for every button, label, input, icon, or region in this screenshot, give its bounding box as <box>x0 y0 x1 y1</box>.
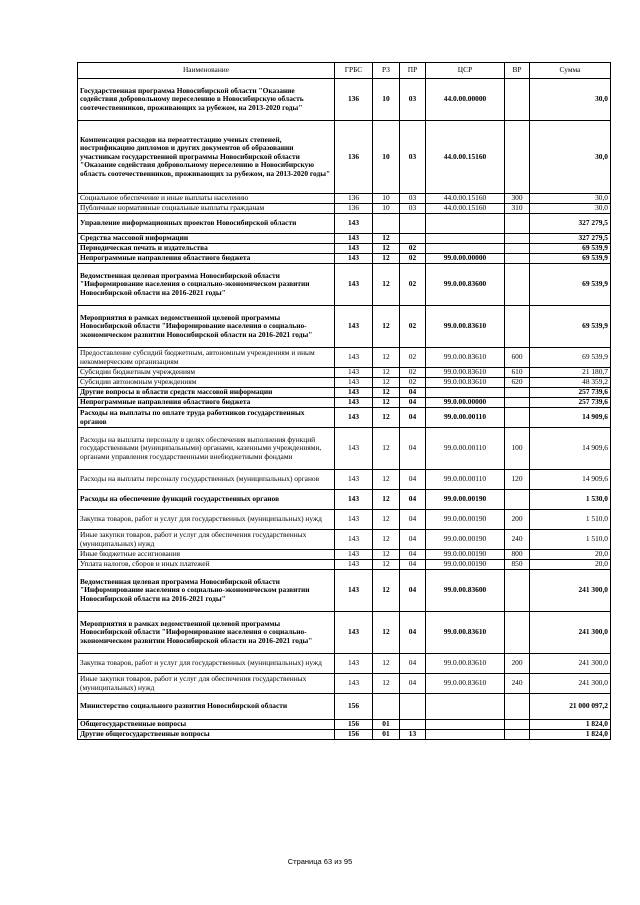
cell-csr: 99.0.00.00190 <box>426 490 505 510</box>
cell-rz: 10 <box>373 121 400 194</box>
table-row <box>78 306 611 348</box>
cell-grbs: 143 <box>335 510 373 530</box>
cell-vr <box>505 408 530 428</box>
cell-pr: 04 <box>400 654 426 674</box>
cell-grbs: 143 <box>335 398 373 408</box>
cell-grbs: 143 <box>335 254 373 264</box>
cell-name: Публичные нормативные социальные выплаты гражданам <box>78 204 335 214</box>
cell-pr: 04 <box>400 428 426 470</box>
cell-csr: 99.0.00.83610 <box>426 654 505 674</box>
cell-pr: 03 <box>400 204 426 214</box>
cell-pr: 04 <box>400 612 426 654</box>
table-row <box>78 612 611 654</box>
cell-vr <box>505 720 530 730</box>
cell-sum: 1 510,0 <box>530 530 611 550</box>
cell-pr: 03 <box>400 79 426 121</box>
cell-sum: 14 909,6 <box>530 408 611 428</box>
cell-name: Иные закупки товаров, работ и услуг для обеспечения государственных (муниципальных) нужд <box>78 530 335 550</box>
cell-csr: 99.0.00.00110 <box>426 470 505 490</box>
cell-sum: 14 909,6 <box>530 470 611 490</box>
cell-pr: 02 <box>400 348 426 368</box>
cell-vr: 800 <box>505 550 530 560</box>
table-row <box>78 368 611 378</box>
cell-vr <box>505 612 530 654</box>
cell-grbs: 143 <box>335 234 373 244</box>
cell-pr: 02 <box>400 368 426 378</box>
table-row <box>78 214 611 234</box>
cell-csr: 44.0.00.00000 <box>426 79 505 121</box>
cell-sum: 30,0 <box>530 204 611 214</box>
cell-rz: 12 <box>373 470 400 490</box>
cell-pr: 04 <box>400 490 426 510</box>
cell-grbs: 143 <box>335 368 373 378</box>
cell-vr: 610 <box>505 368 530 378</box>
cell-sum: 30,0 <box>530 194 611 204</box>
cell-name: Расходы на обеспечение функций государственных органов <box>78 490 335 510</box>
cell-csr <box>426 244 505 254</box>
cell-rz: 12 <box>373 368 400 378</box>
cell-name: Иные закупки товаров, работ и услуг для обеспечения государственных (муниципальных) нужд <box>78 674 335 694</box>
cell-sum: 69 539,9 <box>530 244 611 254</box>
cell-sum: 21 180,7 <box>530 368 611 378</box>
cell-csr: 99.0.00.83610 <box>426 674 505 694</box>
cell-csr: 44.0.00.15160 <box>426 121 505 194</box>
cell-sum: 48 359,2 <box>530 378 611 388</box>
cell-sum: 69 539,9 <box>530 306 611 348</box>
cell-name: Уплата налогов, сборов и иных платежей <box>78 560 335 570</box>
cell-grbs: 143 <box>335 348 373 368</box>
cell-sum: 69 539,9 <box>530 254 611 264</box>
cell-grbs: 143 <box>335 530 373 550</box>
table-row <box>78 388 611 398</box>
cell-rz: 12 <box>373 244 400 254</box>
cell-grbs: 143 <box>335 378 373 388</box>
cell-name: Другие общегосударственные вопросы <box>78 730 335 740</box>
cell-pr <box>400 720 426 730</box>
cell-grbs: 143 <box>335 388 373 398</box>
cell-grbs: 143 <box>335 408 373 428</box>
cell-rz: 12 <box>373 612 400 654</box>
cell-sum: 1 530,0 <box>530 490 611 510</box>
cell-vr <box>505 121 530 194</box>
cell-sum: 69 539,9 <box>530 348 611 368</box>
table-row <box>78 674 611 694</box>
cell-vr <box>505 254 530 264</box>
cell-csr: 44.0.00.15160 <box>426 194 505 204</box>
cell-csr: 99.0.00.83600 <box>426 264 505 306</box>
cell-grbs: 143 <box>335 264 373 306</box>
cell-rz <box>373 214 400 234</box>
cell-vr <box>505 214 530 234</box>
cell-csr: 99.0.00.83610 <box>426 306 505 348</box>
cell-grbs: 143 <box>335 612 373 654</box>
header-sum: Сумма <box>530 63 611 79</box>
cell-pr: 03 <box>400 121 426 194</box>
cell-name: Расходы на выплаты по оплате труда работников государственных органов <box>78 408 335 428</box>
cell-name: Субсидии автономным учреждениям <box>78 378 335 388</box>
cell-sum: 257 739,6 <box>530 398 611 408</box>
table-row <box>78 194 611 204</box>
table-row <box>78 408 611 428</box>
table-row <box>78 490 611 510</box>
cell-vr <box>505 398 530 408</box>
cell-name: Другие вопросы в области средств массовой информации <box>78 388 335 398</box>
cell-pr: 04 <box>400 530 426 550</box>
table-row <box>78 720 611 730</box>
cell-sum: 21 000 097,2 <box>530 694 611 720</box>
cell-rz: 01 <box>373 720 400 730</box>
cell-csr: 99.0.00.00190 <box>426 510 505 530</box>
budget-table <box>77 62 611 740</box>
cell-sum: 14 909,6 <box>530 428 611 470</box>
cell-pr: 03 <box>400 194 426 204</box>
cell-rz: 12 <box>373 234 400 244</box>
table-row <box>78 654 611 674</box>
cell-pr: 04 <box>400 470 426 490</box>
cell-sum: 69 539,9 <box>530 264 611 306</box>
cell-csr: 99.0.00.83610 <box>426 348 505 368</box>
cell-vr: 120 <box>505 470 530 490</box>
table-row <box>78 530 611 550</box>
cell-vr <box>505 730 530 740</box>
cell-name: Расходы на выплаты персоналу государственных (муниципальных) органов <box>78 470 335 490</box>
table-row <box>78 121 611 194</box>
cell-rz: 12 <box>373 398 400 408</box>
cell-vr <box>505 306 530 348</box>
table-row <box>78 204 611 214</box>
cell-name: Субсидии бюджетным учреждениям <box>78 368 335 378</box>
table-row <box>78 470 611 490</box>
cell-csr: 99.0.00.00110 <box>426 428 505 470</box>
cell-sum: 241 300,0 <box>530 674 611 694</box>
cell-name: Министерство социального развития Новосибирской области <box>78 694 335 720</box>
cell-rz <box>373 694 400 720</box>
cell-rz: 12 <box>373 550 400 560</box>
cell-rz: 12 <box>373 428 400 470</box>
cell-csr: 99.0.00.83610 <box>426 368 505 378</box>
cell-sum: 30,0 <box>530 121 611 194</box>
cell-rz: 12 <box>373 264 400 306</box>
cell-pr: 04 <box>400 560 426 570</box>
cell-rz: 12 <box>373 570 400 612</box>
cell-vr: 240 <box>505 530 530 550</box>
cell-name: Непрограммные направления областного бюджета <box>78 398 335 408</box>
cell-name: Мероприятия в рамках ведомственной целевой программы Новосибирской области "Информирование населения о социально-экономическом развитии Новосибирской области на 2016-2021 годы" <box>78 612 335 654</box>
cell-pr: 04 <box>400 398 426 408</box>
table-row <box>78 378 611 388</box>
cell-rz: 12 <box>373 306 400 348</box>
cell-vr: 100 <box>505 428 530 470</box>
table-row <box>78 348 611 368</box>
cell-vr: 200 <box>505 654 530 674</box>
table-row <box>78 254 611 264</box>
table-row <box>78 570 611 612</box>
cell-rz: 12 <box>373 560 400 570</box>
cell-grbs: 156 <box>335 694 373 720</box>
cell-sum: 327 279,5 <box>530 214 611 234</box>
cell-name: Предоставление субсидий бюджетным, автономным учреждениям и иным некоммерческим организациям <box>78 348 335 368</box>
cell-name: Непрограммные направления областного бюджета <box>78 254 335 264</box>
cell-pr: 02 <box>400 306 426 348</box>
cell-name: Расходы на выплаты персоналу в целях обеспечения выполнения функций государственными (муниципальными) органами, казенными учреждениями, органами управления государственными внебюджетными фондами <box>78 428 335 470</box>
cell-rz: 12 <box>373 408 400 428</box>
table-row <box>78 234 611 244</box>
table-row <box>78 79 611 121</box>
header-rz: РЗ <box>373 63 400 79</box>
page-number: Страница 63 из 95 <box>287 857 353 866</box>
cell-sum: 241 300,0 <box>530 612 611 654</box>
cell-rz: 10 <box>373 79 400 121</box>
table-body <box>78 79 611 740</box>
cell-pr <box>400 234 426 244</box>
cell-sum: 257 739,6 <box>530 388 611 398</box>
cell-name: Ведомственная целевая программа Новосибирской области "Информирование населения о социально-экономическом развитии Новосибирской области на 2016-2021 годы" <box>78 264 335 306</box>
cell-vr: 850 <box>505 560 530 570</box>
cell-sum: 1 824,0 <box>530 730 611 740</box>
cell-rz: 12 <box>373 654 400 674</box>
cell-name: Иные бюджетные ассигнования <box>78 550 335 560</box>
cell-rz: 12 <box>373 490 400 510</box>
cell-grbs: 136 <box>335 204 373 214</box>
cell-pr: 04 <box>400 570 426 612</box>
cell-pr: 02 <box>400 264 426 306</box>
cell-vr: 600 <box>505 348 530 368</box>
cell-grbs: 136 <box>335 121 373 194</box>
cell-csr: 99.0.00.00190 <box>426 550 505 560</box>
cell-sum: 20,0 <box>530 560 611 570</box>
table-row <box>78 560 611 570</box>
cell-name: Средства массовой информации <box>78 234 335 244</box>
cell-vr: 300 <box>505 194 530 204</box>
cell-pr <box>400 694 426 720</box>
cell-vr: 200 <box>505 510 530 530</box>
cell-csr <box>426 720 505 730</box>
cell-name: Периодическая печать и издательства <box>78 244 335 254</box>
cell-grbs: 143 <box>335 570 373 612</box>
cell-csr: 44.0.00.15160 <box>426 204 505 214</box>
table-row <box>78 730 611 740</box>
cell-csr: 99.0.00.00000 <box>426 398 505 408</box>
cell-csr <box>426 694 505 720</box>
table-header-row <box>78 63 611 79</box>
cell-csr <box>426 214 505 234</box>
cell-grbs: 143 <box>335 490 373 510</box>
table-row <box>78 264 611 306</box>
cell-csr: 99.0.00.00190 <box>426 530 505 550</box>
cell-grbs: 156 <box>335 720 373 730</box>
cell-csr: 99.0.00.83610 <box>426 378 505 388</box>
cell-vr <box>505 388 530 398</box>
cell-csr: 99.0.00.83600 <box>426 570 505 612</box>
cell-grbs: 136 <box>335 194 373 204</box>
cell-name: Управление информационных проектов Новосибирской области <box>78 214 335 234</box>
cell-csr: 99.0.00.00110 <box>426 408 505 428</box>
cell-rz: 12 <box>373 254 400 264</box>
cell-name: Социальное обеспечение и иные выплаты населению <box>78 194 335 204</box>
cell-rz: 12 <box>373 674 400 694</box>
cell-name: Закупка товаров, работ и услуг для государственных (муниципальных) нужд <box>78 510 335 530</box>
cell-csr: 99.0.00.83610 <box>426 612 505 654</box>
cell-grbs: 156 <box>335 730 373 740</box>
cell-pr: 02 <box>400 244 426 254</box>
cell-pr: 04 <box>400 408 426 428</box>
cell-sum: 1 510,0 <box>530 510 611 530</box>
header-pr: ПР <box>400 63 426 79</box>
header-vr: ВР <box>505 63 530 79</box>
cell-pr: 04 <box>400 510 426 530</box>
cell-grbs: 136 <box>335 79 373 121</box>
cell-csr <box>426 730 505 740</box>
cell-rz: 12 <box>373 530 400 550</box>
cell-vr: 240 <box>505 674 530 694</box>
cell-vr <box>505 264 530 306</box>
table-row <box>78 398 611 408</box>
table-row <box>78 550 611 560</box>
cell-pr <box>400 214 426 234</box>
cell-vr: 620 <box>505 378 530 388</box>
cell-sum: 327 279,5 <box>530 234 611 244</box>
header-csr: ЦСР <box>426 63 505 79</box>
cell-pr: 02 <box>400 378 426 388</box>
cell-sum: 241 300,0 <box>530 654 611 674</box>
table-row <box>78 510 611 530</box>
cell-grbs: 143 <box>335 214 373 234</box>
cell-name: Общегосударственные вопросы <box>78 720 335 730</box>
cell-grbs: 143 <box>335 244 373 254</box>
table-row <box>78 244 611 254</box>
table-row <box>78 428 611 470</box>
cell-name: Компенсация расходов на переаттестацию ученых степеней, нострификацию дипломов и других документов об образовании участникам государственной программы Новосибирской области "Оказание содействия добровольному переселению в Новосибирскую область соотечественников, проживающих за рубежом, на 2013-2020 годы" <box>78 121 335 194</box>
cell-vr <box>505 694 530 720</box>
cell-grbs: 143 <box>335 470 373 490</box>
cell-pr: 02 <box>400 254 426 264</box>
cell-pr: 13 <box>400 730 426 740</box>
cell-grbs: 143 <box>335 654 373 674</box>
cell-rz: 12 <box>373 388 400 398</box>
cell-vr <box>505 244 530 254</box>
cell-name: Государственная программа Новосибирской области "Оказание содействия добровольному переселению в Новосибирскую область соотечественников, проживающих за рубежом, на 2013-2020 годы" <box>78 79 335 121</box>
cell-name: Закупка товаров, работ и услуг для государственных (муниципальных) нужд <box>78 654 335 674</box>
cell-csr: 99.0.00.00190 <box>426 560 505 570</box>
cell-pr: 04 <box>400 674 426 694</box>
cell-pr: 04 <box>400 388 426 398</box>
cell-vr <box>505 570 530 612</box>
cell-rz: 12 <box>373 378 400 388</box>
cell-csr <box>426 234 505 244</box>
cell-vr <box>505 234 530 244</box>
cell-csr: 99.0.00.00000 <box>426 254 505 264</box>
cell-rz: 10 <box>373 194 400 204</box>
cell-name: Ведомственная целевая программа Новосибирской области "Информирование населения о социально-экономическом развитии Новосибирской области на 2016-2021 годы" <box>78 570 335 612</box>
cell-grbs: 143 <box>335 306 373 348</box>
cell-vr: 310 <box>505 204 530 214</box>
cell-vr <box>505 490 530 510</box>
cell-grbs: 143 <box>335 674 373 694</box>
cell-grbs: 143 <box>335 428 373 470</box>
cell-sum: 30,0 <box>530 79 611 121</box>
cell-name: Мероприятия в рамках ведомственной целевой программы Новосибирской области "Информирование населения о социально-экономическом развитии Новосибирской области на 2016-2021 годы" <box>78 306 335 348</box>
cell-rz: 01 <box>373 730 400 740</box>
cell-rz: 10 <box>373 204 400 214</box>
cell-sum: 20,0 <box>530 550 611 560</box>
header-grbs: ГРБС <box>335 63 373 79</box>
table-row <box>78 694 611 720</box>
cell-pr: 04 <box>400 550 426 560</box>
cell-csr <box>426 388 505 398</box>
cell-grbs: 143 <box>335 560 373 570</box>
cell-sum: 241 300,0 <box>530 570 611 612</box>
header-name: Наименование <box>78 63 335 79</box>
cell-sum: 1 824,0 <box>530 720 611 730</box>
cell-rz: 12 <box>373 510 400 530</box>
cell-rz: 12 <box>373 348 400 368</box>
cell-grbs: 143 <box>335 550 373 560</box>
cell-vr <box>505 79 530 121</box>
